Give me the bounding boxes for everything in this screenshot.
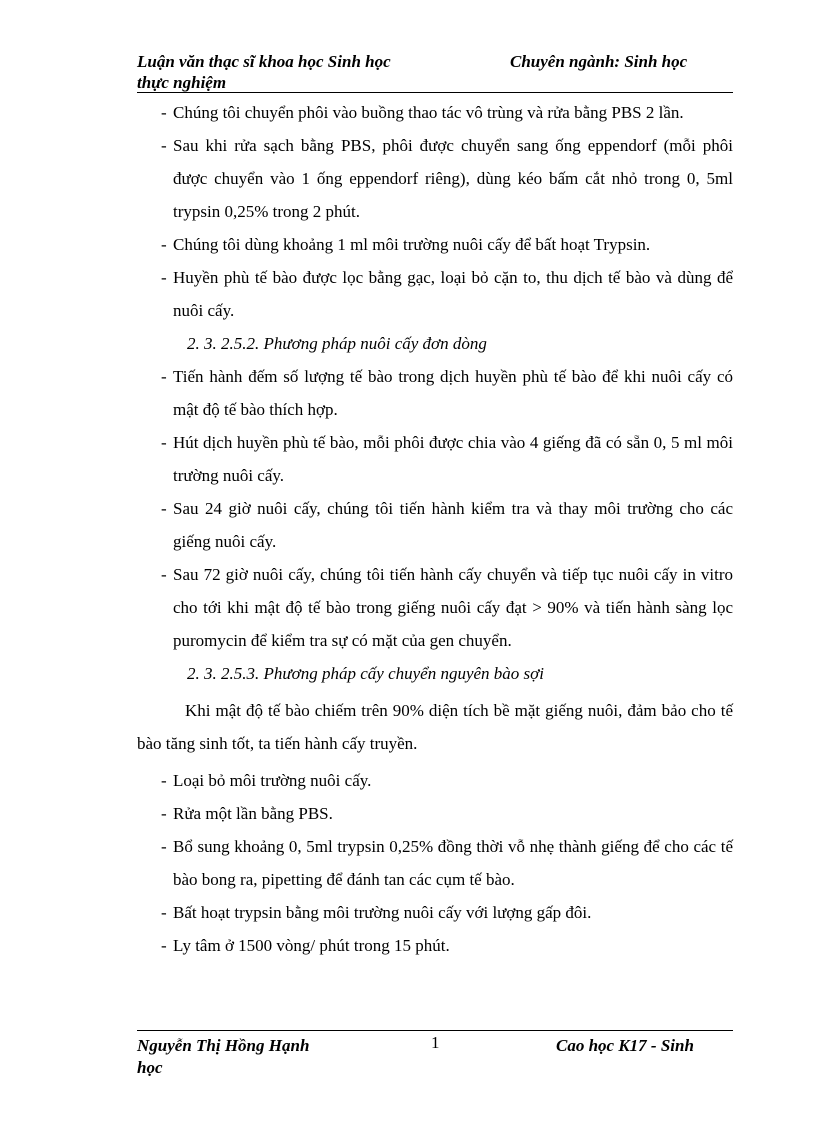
document-body [137,96,733,962]
page-number: 1 [431,1033,440,1052]
list-dash: - [161,103,167,122]
list-dash: - [161,936,167,955]
subheading-clonal-culture: 2. 3. 2.5.2. Phương pháp nuôi cấy đơn dòng [187,334,487,353]
header-rule [137,92,733,93]
list-dash: - [161,433,167,452]
list-item-text: Sau 24 giờ nuôi cấy, chúng tôi tiến hành kiểm tra và thay môi trường cho các giếng nuôi cấy. [173,499,733,551]
footer-right-text: Cao học K17 - Sinh [556,1036,694,1055]
list-dash: - [161,903,167,922]
list-item-text: Bất hoạt trypsin bằng môi trường nuôi cấy với lượng gấp đôi. [173,903,592,922]
header-left-title-line2: thực nghiệm [137,73,227,92]
list-item [137,896,733,929]
list-dash: - [161,837,167,856]
list-item-text: Rửa một lần bằng PBS. [173,804,333,823]
list-item [137,830,733,896]
list-item-text: Chúng tôi dùng khoảng 1 ml môi trường nuôi cấy để bất hoạt Trypsin. [173,235,651,254]
header-left-title-line1: Luận văn thạc sĩ khoa học Sinh học [137,52,391,71]
list-item-text: Bổ sung khoảng 0, 5ml trypsin 0,25% đồng thời vỗ nhẹ thành giếng để cho các tế bào bong ra, pipetting để đánh tan các cụm tế bào. [173,837,733,889]
list-item [137,797,733,830]
header-right-title: Chuyên ngành: Sinh học [510,52,688,71]
list-dash: - [161,771,167,790]
list-dash: - [161,565,167,584]
list-item-text: Ly tâm ở 1500 vòng/ phút trong 15 phút. [173,936,450,955]
subheading-fibroblast-subculture: 2. 3. 2.5.3. Phương pháp cấy chuyển nguyên bào sợi [187,664,544,683]
list-dash: - [161,136,167,155]
list-dash: - [161,367,167,386]
list-item-text: Huyền phù tế bào được lọc bằng gạc, loại bỏ cặn to, thu dịch tế bào và dùng để nuôi cấy. [173,268,733,320]
list-item-text: Tiến hành đếm số lượng tế bào trong dịch huyền phù tế bào để khi nuôi cấy có mật độ tế bào thích hợp. [173,367,733,419]
list-dash: - [161,235,167,254]
list-item [137,129,733,228]
list-item [137,228,733,261]
list-item [137,929,733,962]
footer-author-line1: Nguyễn Thị Hồng Hạnh [137,1036,310,1055]
list-item [137,426,733,492]
list-item [137,96,733,129]
list-item-text: Sau khi rửa sạch bằng PBS, phôi được chuyển sang ống eppendorf (mỗi phôi được chuyển vào 1 ống eppendorf riêng), dùng kéo bấm cắt nhỏ trong 0, 5ml trypsin 0,25% trong 2 phút. [173,136,733,221]
list-item-text: Loại bỏ môi trường nuôi cấy. [173,771,372,790]
list-item-text: Chúng tôi chuyển phôi vào buồng thao tác vô trùng và rửa bằng PBS 2 lần. [173,103,684,122]
list-item-text: Hút dịch huyền phù tế bào, mỗi phôi được chia vào 4 giếng đã có sẵn 0, 5 ml môi trường nuôi cấy. [173,433,733,485]
list-item [137,492,733,558]
list-item-text: Sau 72 giờ nuôi cấy, chúng tôi tiến hành cấy chuyển và tiếp tục nuôi cấy in vitro cho tới khi mật độ tế bào trong giếng nuôi cấy đạt > 90% và tiến hành sàng lọc puromycin để kiểm tra sự có mặt của gen chuyển. [173,565,733,650]
footer-rule [137,1030,733,1031]
list-item [137,764,733,797]
list-item [137,261,733,327]
list-item [137,360,733,426]
list-dash: - [161,804,167,823]
footer-author-line2: học [137,1058,163,1077]
list-dash: - [161,499,167,518]
list-dash: - [161,268,167,287]
body-paragraph: Khi mật độ tế bào chiếm trên 90% diện tích bề mặt giếng nuôi, đảm bảo cho tế bào tăng sinh tốt, ta tiến hành cấy truyền. [137,701,733,753]
list-item [137,558,733,657]
